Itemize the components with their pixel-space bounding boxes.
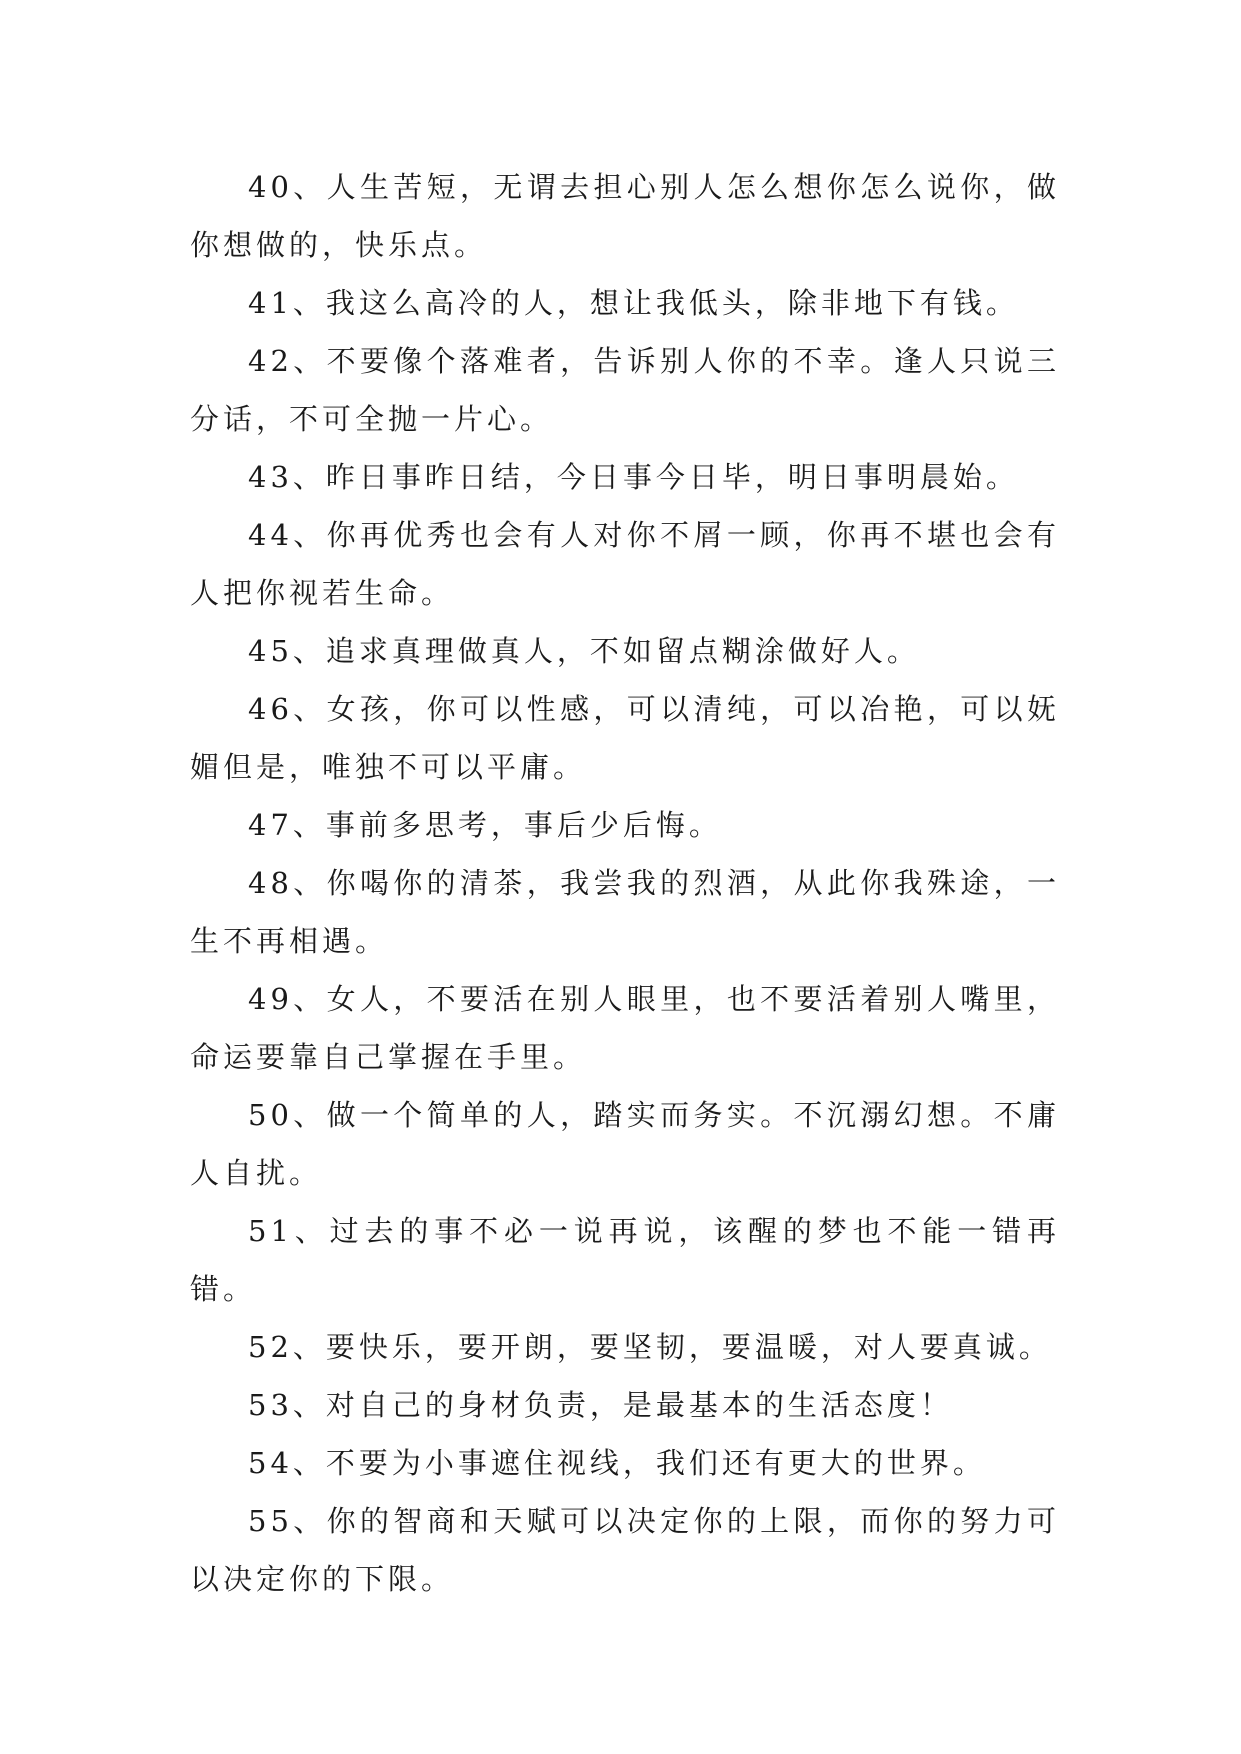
- paragraph-47: 47、事前多思考，事后少后悔。: [248, 808, 722, 842]
- paragraph-49: 49、女人，不要活在别人眼里，也不要活着别人嘴里，命运要靠自己掌握在手里。: [190, 982, 1060, 1074]
- paragraph-53: 53、对自己的身材负责，是最基本的生活态度！: [248, 1388, 953, 1422]
- paragraph-52: 52、要快乐，要开朗，要坚韧，要温暖，对人要真诚。: [248, 1330, 1052, 1364]
- paragraph-46: 46、女孩，你可以性感，可以清纯，可以冶艳，可以妩媚但是，唯独不可以平庸。: [190, 692, 1060, 784]
- paragraph-51: 51、过去的事不必一说再说，该醒的梦也不能一错再错。: [190, 1214, 1060, 1306]
- paragraph-54: 54、不要为小事遮住视线，我们还有更大的世界。: [248, 1446, 986, 1480]
- paragraph-43: 43、昨日事昨日结，今日事今日毕，明日事明晨始。: [248, 460, 1019, 494]
- paragraph-55: 55、你的智商和天赋可以决定你的上限，而你的努力可以决定你的下限。: [190, 1504, 1060, 1596]
- paragraph-44: 44、你再优秀也会有人对你不屑一顾，你再不堪也会有人把你视若生命。: [190, 518, 1060, 610]
- paragraph-48: 48、你喝你的清茶，我尝我的烈酒，从此你我殊途，一生不再相遇。: [190, 866, 1060, 958]
- document-body: [190, 158, 1060, 1608]
- paragraph-40: 40、人生苦短，无谓去担心别人怎么想你怎么说你，做你想做的，快乐点。: [190, 170, 1060, 262]
- paragraph-45: 45、追求真理做真人，不如留点糊涂做好人。: [248, 634, 920, 668]
- paragraph-50: 50、做一个简单的人，踏实而务实。不沉溺幻想。不庸人自扰。: [190, 1098, 1060, 1190]
- paragraph-42: 42、不要像个落难者，告诉别人你的不幸。逢人只说三分话，不可全抛一片心。: [190, 344, 1060, 436]
- paragraph-41: 41、我这么高冷的人，想让我低头，除非地下有钱。: [248, 286, 1019, 320]
